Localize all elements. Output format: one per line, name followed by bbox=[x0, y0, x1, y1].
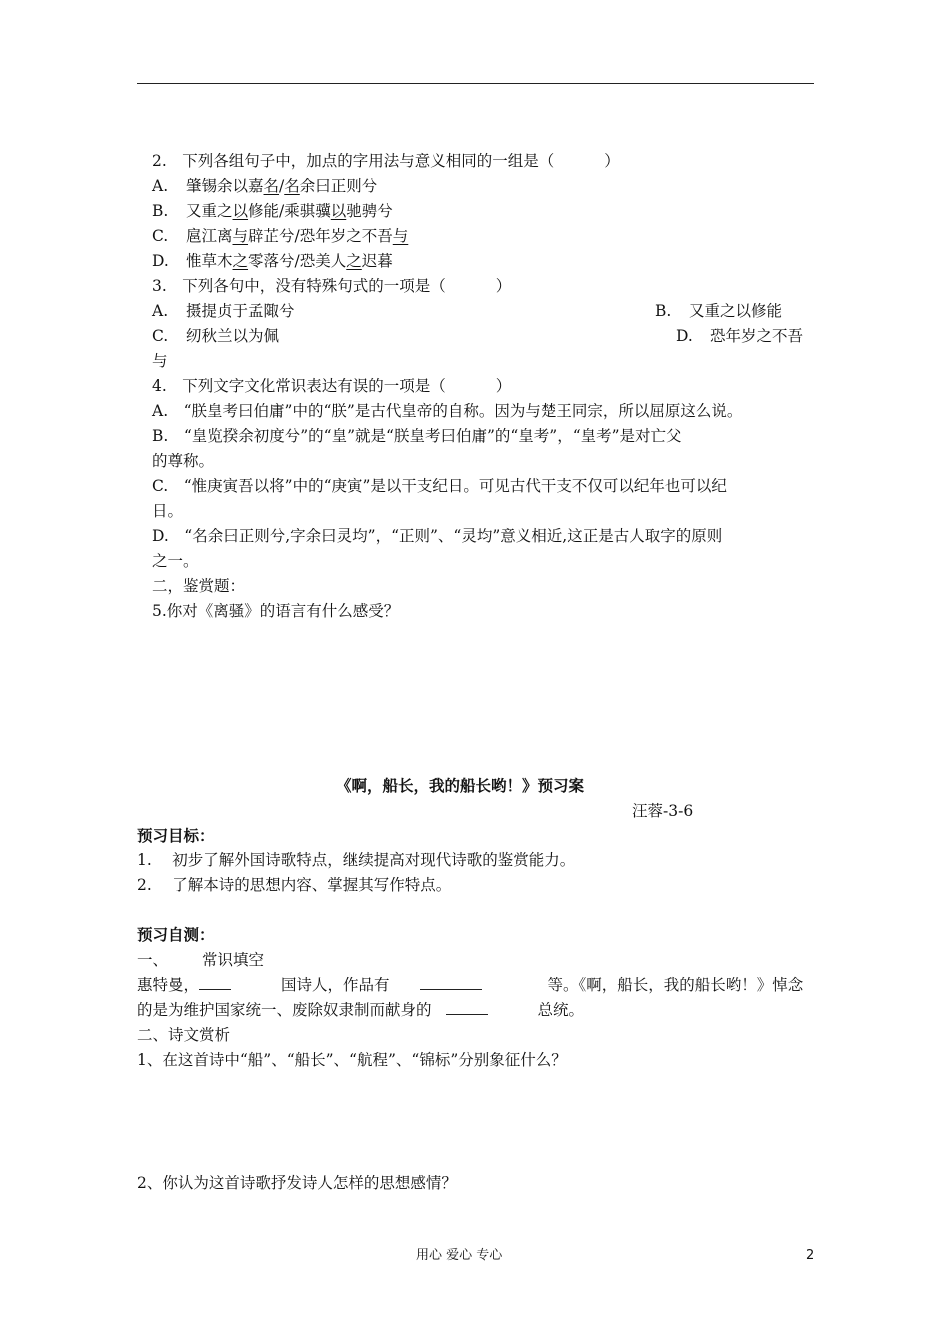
part-1-heading: 一、 常识填空 bbox=[137, 951, 265, 969]
question-3-option-b: B. 又重之以修能 bbox=[655, 302, 783, 320]
fill-blank-line-1: 惠特曼， 国诗人，作品有 等。《啊，船长，我的船长哟！》悼念 bbox=[137, 976, 804, 994]
question-2-stem: 2. 下列各组句子中，加点的字用法与意义相同的一组是（ ） bbox=[152, 152, 620, 170]
dotted-char: 以 bbox=[330, 202, 347, 220]
question-3-option-d: D. 恐年岁之不吾 bbox=[676, 327, 804, 345]
part-2-heading: 二、诗文赏析 bbox=[137, 1026, 231, 1044]
dotted-char: 与 bbox=[392, 227, 409, 245]
goal-2: 2. 了解本诗的思想内容、掌握其写作特点。 bbox=[137, 876, 452, 894]
dotted-char: 以 bbox=[232, 202, 249, 220]
question-3-option-c: C. 纫秋兰以为佩 bbox=[152, 327, 280, 345]
goals-heading: 预习目标： bbox=[137, 827, 215, 845]
question-4-option-a: A. “朕皇考曰伯庸”中的“朕”是古代皇帝的自称。因为与楚王同宗，所以屈原这么说。 bbox=[152, 402, 743, 420]
dotted-char: 之 bbox=[232, 252, 249, 270]
section-2-heading: 二，鉴赏题： bbox=[152, 577, 246, 595]
question-2-option-a: A. 肇锡余以嘉名/名余曰正则兮 bbox=[152, 177, 378, 195]
question-4-option-d: D. “名余曰正则兮,字余曰灵均”，“正则”、“灵均”意义相近,这正是古人取字的原则 bbox=[152, 527, 723, 545]
answer-blank bbox=[199, 975, 231, 990]
question-5: 5.你对《离骚》的语言有什么感受？ bbox=[152, 602, 400, 620]
dotted-char: 与 bbox=[232, 227, 249, 245]
question-4-option-b-cont: 的尊称。 bbox=[152, 452, 215, 470]
question-4-stem: 4. 下列文字文化常识表达有误的一项是（ ） bbox=[152, 377, 512, 395]
author-code: 汪蓉-3-6 bbox=[632, 802, 694, 820]
footer-slogan: 用心 爱心 专心 bbox=[416, 1248, 503, 1263]
answer-blank bbox=[420, 975, 482, 990]
question-4-option-d-cont: 之一。 bbox=[152, 552, 199, 570]
dotted-char: 名 bbox=[263, 177, 280, 195]
dotted-char: 名 bbox=[284, 177, 300, 195]
question-4-option-b: B. “皇览揆余初度兮”的“皇”就是“朕皇考曰伯庸”的“皇考”，“皇考”是对亡父 bbox=[152, 427, 682, 445]
selftest-heading: 预习自测： bbox=[137, 926, 215, 944]
answer-blank bbox=[446, 1000, 488, 1015]
question-3-option-d-wrap: 与 bbox=[152, 352, 168, 370]
fill-blank-line-2: 的是为维护国家统一、废除奴隶制而献身的 总统。 bbox=[137, 1001, 585, 1019]
dotted-char: 之 bbox=[346, 252, 362, 270]
header-rule bbox=[137, 83, 814, 84]
preview-title: 《啊，船长，我的船长哟！》预习案 bbox=[336, 777, 585, 795]
question-4-option-c: C. “惟庚寅吾以将”中的“庚寅”是以干支纪日。可见古代干支不仅可以纪年也可以纪 bbox=[152, 477, 727, 495]
question-2-option-d: D. 惟草木之零落兮/恐美人之迟暮 bbox=[152, 252, 393, 270]
question-4-option-c-cont: 日。 bbox=[152, 502, 184, 520]
question-3-option-a: A. 摄提贞于孟陬兮 bbox=[152, 302, 295, 320]
goal-1: 1. 初步了解外国诗歌特点，继续提高对现代诗歌的鉴赏能力。 bbox=[137, 851, 576, 869]
question-2-option-b: B. 又重之以修能/乘骐骥以驰骋兮 bbox=[152, 202, 393, 220]
question-2-option-c: C. 扈江离与辟芷兮/恐年岁之不吾与 bbox=[152, 227, 409, 245]
analysis-question-1: 1、在这首诗中“船”、“船长”、“航程”、“锦标”分别象征什么？ bbox=[137, 1051, 567, 1069]
analysis-question-2: 2、你认为这首诗歌抒发诗人怎样的思想感情？ bbox=[137, 1174, 457, 1192]
page-number: 2 bbox=[806, 1248, 815, 1263]
question-3-stem: 3. 下列各句中，没有特殊句式的一项是（ ） bbox=[152, 277, 512, 295]
